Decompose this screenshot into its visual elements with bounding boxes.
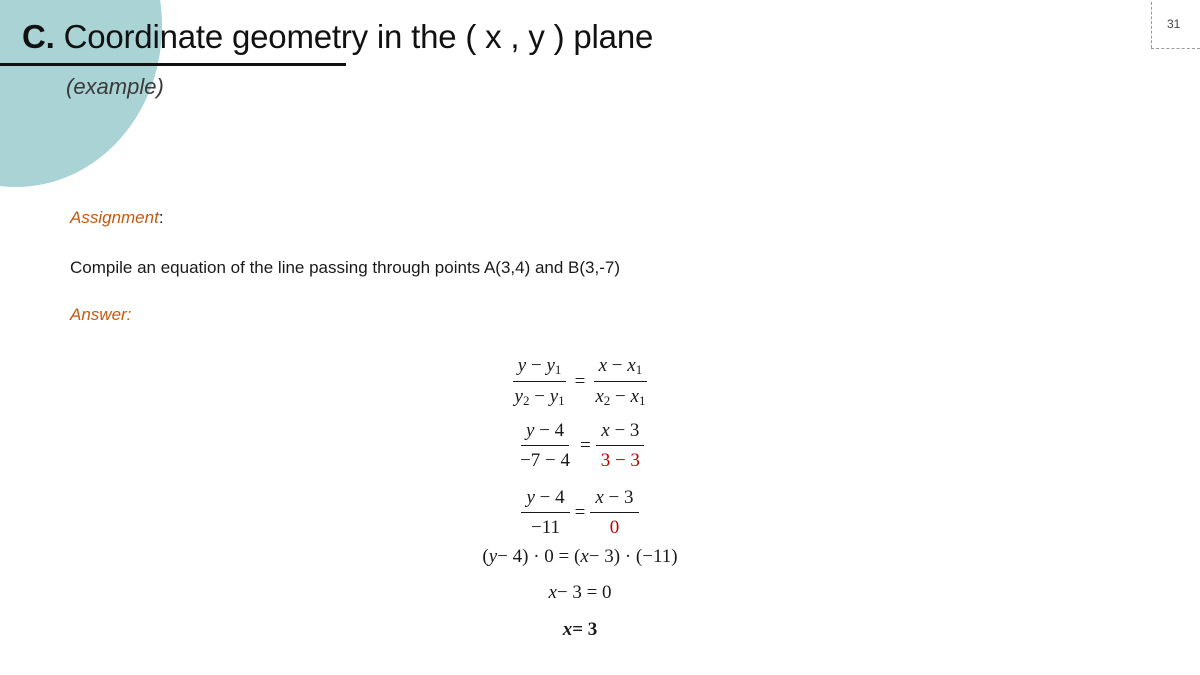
fraction-denominator: −11 <box>531 517 561 538</box>
fraction-right <box>596 420 645 472</box>
assignment-label: Assignment <box>70 208 159 227</box>
fraction-denominator-highlighted: 3 − 3 <box>600 450 640 471</box>
fraction-denominator: $x_2 - x_1$ <box>595 386 646 408</box>
fraction-denominator: $y_2 - y_1$ <box>514 386 565 408</box>
assignment-heading <box>70 208 164 228</box>
equation-cross-multiplied: ( y − 4) · 0 = ( x − 3) · (−11) <box>482 546 678 567</box>
fraction-denominator-highlighted: 0 <box>609 517 620 538</box>
title-underline <box>0 63 346 66</box>
slide-subtitle: (example) <box>66 74 164 99</box>
equation-reduced: x − 3 = 0 <box>548 582 612 603</box>
fraction-denominator: −7 − 4 <box>520 450 570 471</box>
fraction-numerator: x − 3 <box>590 487 638 513</box>
equation-two-point-form <box>430 355 730 409</box>
fraction-left <box>510 355 570 409</box>
fraction-right <box>590 487 638 539</box>
fraction-numerator: y − 4 <box>521 487 569 513</box>
equals-sign: = <box>580 435 591 456</box>
title-prefix: C. <box>22 18 55 55</box>
equals-sign: = <box>574 371 586 392</box>
equation-simplified <box>430 487 730 539</box>
answer-label: Answer: <box>70 305 132 324</box>
equation-final-answer: x = 3 <box>562 619 598 640</box>
page-number: 31 <box>1167 17 1181 31</box>
fraction-left <box>515 420 575 472</box>
slide-title <box>22 18 653 56</box>
fraction-numerator: $y - y_1$ <box>513 355 567 382</box>
fraction-right <box>590 355 650 409</box>
title-text: Coordinate geometry in the ( x , y ) plane <box>54 18 654 55</box>
fraction-left <box>521 487 569 539</box>
fraction-numerator: x − 3 <box>596 420 644 446</box>
fraction-numerator: $x - x_1$ <box>594 355 648 382</box>
equals-sign: = <box>574 502 586 523</box>
assignment-colon: : <box>158 208 164 227</box>
frame-horizontal-line <box>1151 48 1200 49</box>
equation-substituted <box>430 420 730 472</box>
frame-vertical-line <box>1151 2 1152 48</box>
task-text: Compile an equation of the line passing through points A(3,4) and B(3,-7) <box>70 258 621 277</box>
fraction-numerator: y − 4 <box>521 420 569 446</box>
